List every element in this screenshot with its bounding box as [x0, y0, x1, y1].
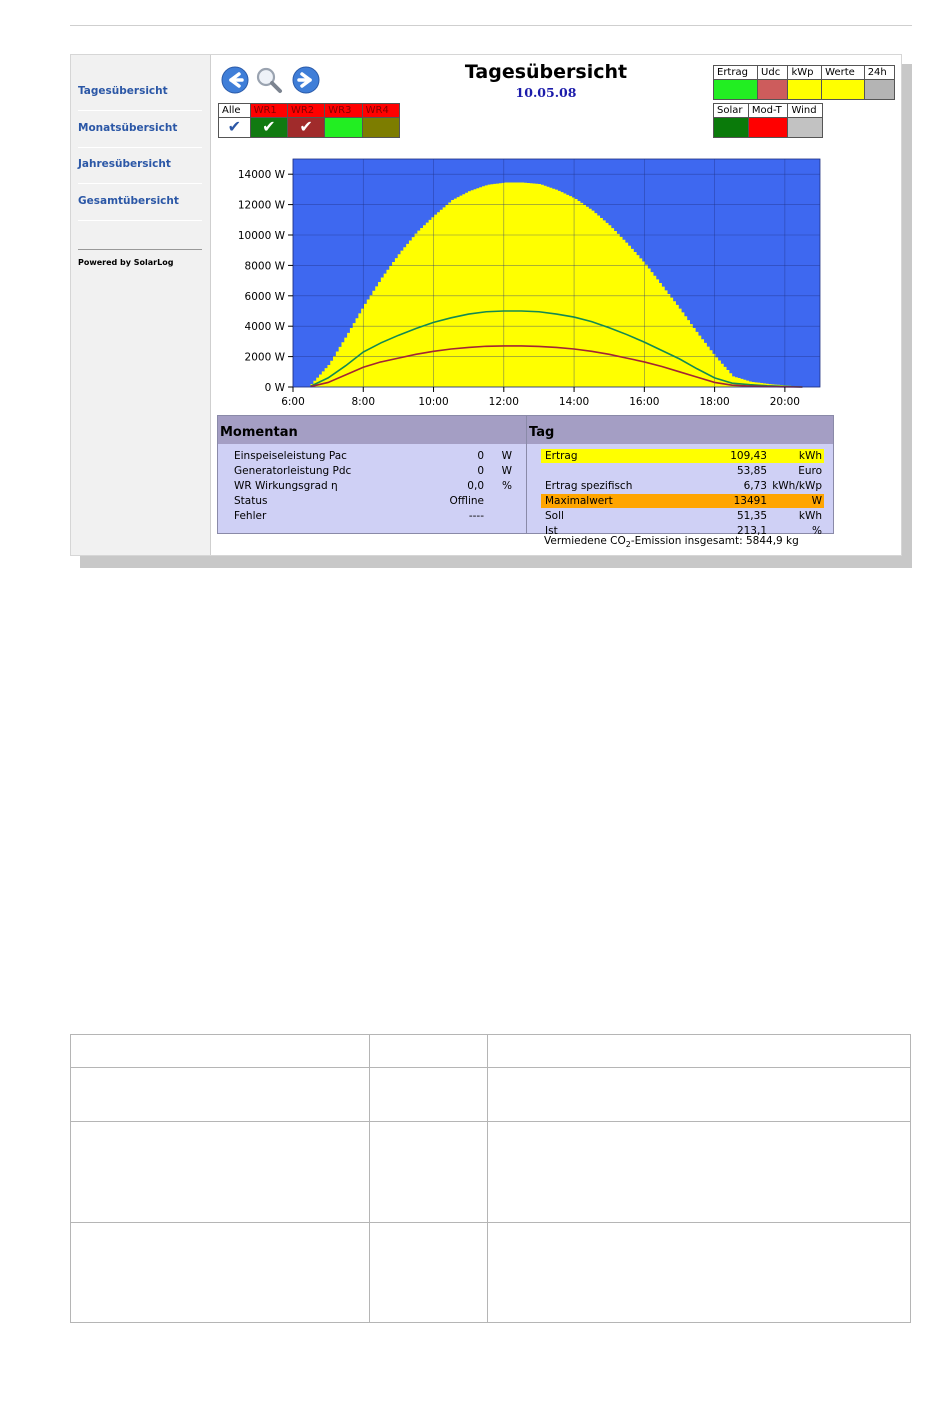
y-tick-label: 14000 W: [237, 169, 285, 182]
x-tick-label: 18:00: [699, 396, 730, 408]
checkmark-icon: ✔: [227, 116, 241, 136]
momentan-row: [230, 449, 518, 463]
nav-monatsuebersicht[interactable]: Monatsübersicht: [78, 119, 202, 148]
legend-swatch-24h: [864, 80, 894, 100]
momentan-label: WR Wirkungsgrad η: [234, 480, 338, 492]
momentan-label: Einspeiseleistung Pac: [234, 450, 347, 462]
inverter-swatch-wr2[interactable]: [287, 118, 324, 138]
table-cell: [488, 1035, 911, 1068]
legend-label-kwp: kWp: [788, 66, 822, 80]
table-row: [71, 1223, 911, 1323]
checkmark-icon: ✔: [299, 116, 313, 136]
tag-label: Ertrag: [545, 450, 578, 462]
tag-value: 53,85: [736, 465, 767, 477]
legend-swatch-mod-t: [748, 118, 788, 138]
table-cell: [370, 1068, 488, 1122]
co2-prefix: Vermiedene CO: [544, 535, 626, 547]
tag-value: 51,35: [736, 510, 767, 522]
tag-row: [541, 449, 824, 463]
tag-row: [541, 509, 824, 523]
co2-suffix: -Emission insgesamt: 5844,9 kg: [630, 535, 799, 547]
legend-bottom: [713, 103, 823, 138]
tag-unit: kWh/kWp: [772, 480, 822, 492]
momentan-unit: W: [501, 465, 512, 477]
table-cell: [370, 1223, 488, 1323]
legend-swatch-solar: [714, 118, 749, 138]
y-tick-label: 0 W: [264, 382, 285, 394]
tag-row: [541, 494, 824, 508]
magnifier-icon[interactable]: [255, 66, 283, 94]
momentan-row: [230, 494, 518, 508]
forward-arrow-icon[interactable]: [292, 66, 320, 94]
momentan-heading: Momentan: [218, 416, 526, 444]
y-tick-label: 4000 W: [244, 321, 285, 334]
tag-heading: Tag: [527, 416, 833, 444]
tag-value: 213,1: [736, 525, 767, 537]
page-date: 10.05.08: [515, 85, 577, 100]
inverter-label-wr4: WR4: [362, 104, 399, 118]
inverter-swatch-wr1[interactable]: [250, 118, 287, 138]
tag-row: [541, 479, 824, 493]
tag-value: 6,73: [743, 480, 767, 492]
powered-by: Powered by SolarLog: [78, 258, 174, 267]
legend-label-solar: Solar: [714, 104, 749, 118]
tag-label: Maximalwert: [545, 495, 613, 507]
legend-swatch-werte: [822, 80, 865, 100]
legend-label-24h: 24h: [864, 66, 894, 80]
nav-tagesuebersicht[interactable]: Tagesübersicht: [78, 82, 202, 111]
tag-unit: %: [812, 525, 822, 537]
tag-unit: kWh: [798, 510, 822, 522]
momentan-label: Generatorleistung Pdc: [234, 465, 352, 477]
table-cell: [370, 1122, 488, 1223]
legend-top: [713, 65, 895, 100]
sidebar-divider: [78, 249, 202, 250]
legend-swatch-ertrag: [714, 80, 758, 100]
x-tick-label: 8:00: [351, 396, 376, 408]
momentan-row: [230, 509, 518, 523]
inverter-swatch-wr3[interactable]: [325, 118, 362, 138]
tag-row: [541, 464, 824, 478]
y-tick-label: 6000 W: [244, 290, 285, 303]
data-panel: [217, 415, 834, 537]
table-row: [71, 1122, 911, 1223]
table-cell: [71, 1035, 370, 1068]
legend-label-werte: Werte: [822, 66, 865, 80]
power-chart: [219, 149, 829, 411]
inverter-label-wr2: WR2: [287, 104, 324, 118]
y-tick-label: 10000 W: [237, 230, 285, 242]
momentan-value: 0: [477, 465, 484, 477]
tag-label: Soll: [545, 510, 564, 522]
momentan-value: Offline: [449, 495, 484, 507]
tag-unit: W: [811, 495, 822, 507]
momentan-label: Status: [234, 495, 268, 507]
tag-label: Ertrag spezifisch: [545, 480, 633, 492]
tag-value: 13491: [733, 495, 767, 507]
x-tick-label: 16:00: [629, 396, 660, 408]
nav-gesamtuebersicht[interactable]: Gesamtübersicht: [78, 192, 202, 221]
momentan-value: ----: [468, 510, 484, 522]
inverter-label-wr1: WR1: [250, 104, 287, 118]
page-title: Tagesübersicht: [464, 61, 628, 83]
x-tick-label: 20:00: [769, 396, 800, 408]
co2-subscript: 2: [625, 540, 631, 550]
legend-label-wind: Wind: [788, 104, 823, 118]
tag-label: Ist: [545, 525, 558, 537]
legend-swatch-wind: [788, 118, 823, 138]
table-row: [71, 1035, 911, 1068]
legend-swatch-kwp: [788, 80, 822, 100]
momentan-row: [230, 464, 518, 478]
panel-divider: [526, 416, 527, 533]
tag-value: 109,43: [730, 450, 767, 462]
empty-table: [70, 1034, 911, 1323]
x-tick-label: 14:00: [558, 396, 590, 408]
co2-emission-note: [544, 535, 799, 549]
legend-label-udc: Udc: [758, 66, 788, 80]
momentan-row: [230, 479, 518, 493]
table-cell: [488, 1068, 911, 1122]
x-tick-label: 6:00: [281, 396, 305, 408]
table-row: [71, 1068, 911, 1122]
solarlog-screenshot: [70, 54, 902, 556]
inverter-swatch-alle[interactable]: [219, 118, 251, 138]
inverter-swatch-wr4[interactable]: [362, 118, 399, 138]
nav-jahresuebersicht[interactable]: Jahresübersicht: [78, 155, 202, 184]
x-tick-label: 12:00: [488, 396, 519, 408]
back-arrow-icon[interactable]: [221, 66, 249, 94]
momentan-label: Fehler: [234, 510, 267, 522]
sidebar: [71, 55, 211, 555]
table-cell: [71, 1223, 370, 1323]
table-cell: [488, 1223, 911, 1323]
inverter-label-alle: Alle: [219, 104, 251, 118]
checkmark-icon: ✔: [262, 116, 276, 136]
y-tick-label: 8000 W: [244, 260, 285, 273]
legend-swatch-udc: [758, 80, 788, 100]
inverter-label-wr3: WR3: [325, 104, 362, 118]
tag-unit: kWh: [798, 450, 822, 462]
y-tick-label: 12000 W: [237, 199, 285, 212]
legend-label-ertrag: Ertrag: [714, 66, 758, 80]
tag-unit: Euro: [798, 465, 822, 477]
momentan-value: 0: [477, 450, 484, 462]
momentan-unit: W: [501, 450, 512, 462]
page-top-rule: [70, 25, 912, 26]
momentan-value: 0,0: [467, 480, 484, 492]
inverter-selector: [218, 103, 400, 138]
x-tick-label: 10:00: [418, 396, 449, 408]
legend-label-mod-t: Mod-T: [748, 104, 788, 118]
table-cell: [370, 1035, 488, 1068]
table-cell: [71, 1068, 370, 1122]
y-tick-label: 2000 W: [244, 351, 285, 364]
table-cell: [488, 1122, 911, 1223]
table-cell: [71, 1122, 370, 1223]
momentan-unit: %: [502, 480, 512, 492]
